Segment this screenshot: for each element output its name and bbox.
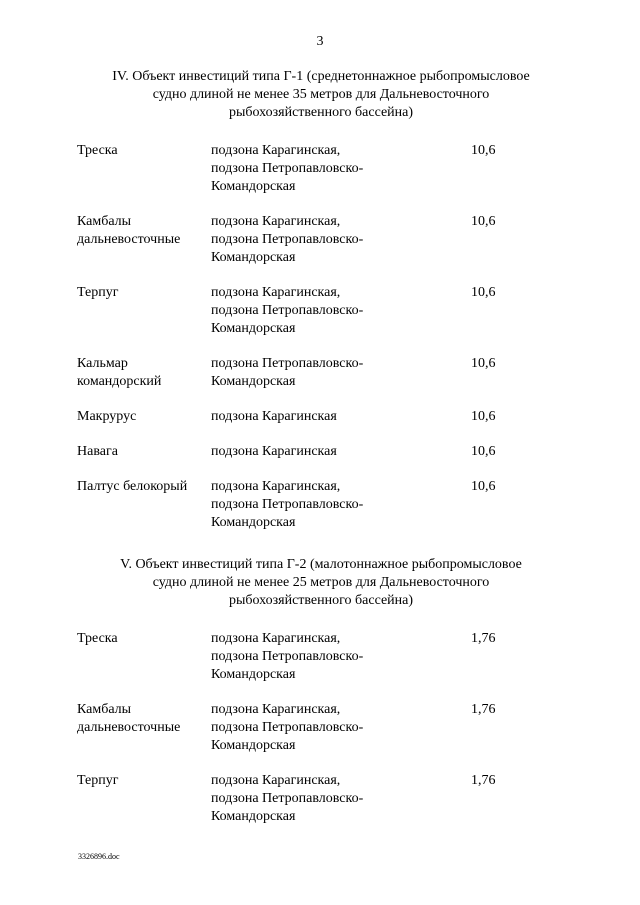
species-line: дальневосточные	[77, 232, 181, 247]
species-line: Навага	[77, 444, 118, 459]
table-row	[77, 772, 567, 826]
table-row	[77, 284, 567, 338]
species-line: дальневосточные	[77, 720, 181, 735]
species-name	[77, 701, 211, 755]
fishing-zone	[211, 630, 471, 684]
species-line: Макрурус	[77, 409, 137, 424]
zone-line: подзона Петропавловско-	[211, 497, 364, 512]
zone-line: подзона Петропавловско-	[211, 161, 364, 176]
species-name	[77, 478, 211, 532]
quota-value: 10,6	[471, 479, 496, 494]
species-name	[77, 630, 211, 684]
zone-line: Командорская	[211, 374, 296, 389]
species-line: Терпуг	[77, 285, 119, 300]
zone-line: Командорская	[211, 667, 296, 682]
fishing-zone	[211, 478, 471, 532]
table-row	[77, 142, 567, 196]
quota-table	[77, 142, 567, 532]
species-name	[77, 408, 211, 426]
fishing-zone	[211, 408, 471, 426]
species-line: Палтус белокорый	[77, 479, 188, 494]
table-row	[77, 355, 567, 391]
zone-line: Командорская	[211, 809, 296, 824]
fishing-zone	[211, 772, 471, 826]
fishing-zone	[211, 355, 471, 391]
quota-table	[77, 630, 567, 826]
table-row	[77, 408, 567, 426]
species-line: Камбалы	[77, 702, 132, 717]
species-name	[77, 213, 211, 267]
zone-line: подзона Карагинская,	[211, 285, 341, 300]
species-name	[77, 772, 211, 826]
zone-line: подзона Петропавловско-	[211, 791, 364, 806]
table-row	[77, 701, 567, 755]
section-title-line: рыбохозяйственного бассейна)	[228, 593, 414, 608]
quota-value: 1,76	[471, 773, 496, 788]
species-name	[77, 284, 211, 338]
fishing-zone	[211, 443, 471, 461]
quota-value: 1,76	[471, 631, 496, 646]
table-row	[77, 478, 567, 532]
zone-line: подзона Петропавловско-	[211, 720, 364, 735]
quota-value: 10,6	[471, 356, 496, 371]
section-title-line: V. Объект инвестиций типа Г-2 (малотоннажное рыбопромысловое	[120, 557, 522, 572]
table-row	[77, 443, 567, 461]
quota-value: 10,6	[471, 285, 496, 300]
species-line: Треска	[77, 631, 118, 646]
species-line: Терпуг	[77, 773, 119, 788]
table-row	[77, 630, 567, 684]
table-row	[77, 213, 567, 267]
section-iv	[77, 68, 567, 549]
zone-line: подзона Петропавловско-	[211, 232, 364, 247]
zone-line: Командорская	[211, 515, 296, 530]
zone-line: Командорская	[211, 321, 296, 336]
zone-line: подзона Петропавловско-	[211, 649, 364, 664]
species-line: Треска	[77, 143, 118, 158]
zone-line: подзона Карагинская,	[211, 143, 341, 158]
species-line: Камбалы	[77, 214, 132, 229]
section-title-line: судно длиной не менее 25 метров для Дальневосточного	[152, 575, 490, 590]
document-filename: 3326896.doc	[78, 852, 120, 861]
zone-line: подзона Карагинская,	[211, 773, 341, 788]
zone-line: Командорская	[211, 179, 296, 194]
zone-line: подзона Петропавловско-	[211, 356, 364, 371]
quota-value: 10,6	[471, 444, 496, 459]
species-line: Кальмар	[77, 356, 128, 371]
zone-line: подзона Карагинская,	[211, 214, 341, 229]
section-title-line: рыбохозяйственного бассейна)	[228, 105, 414, 120]
fishing-zone	[211, 142, 471, 196]
fishing-zone	[211, 701, 471, 755]
section-v	[77, 556, 567, 843]
section-title	[71, 556, 571, 610]
zone-line: подзона Петропавловско-	[211, 303, 364, 318]
section-title-line: IV. Объект инвестиций типа Г-1 (среднетоннажное рыбопромысловое	[112, 69, 530, 84]
zone-line: Командорская	[211, 738, 296, 753]
zone-line: подзона Карагинская,	[211, 631, 341, 646]
zone-line: подзона Карагинская,	[211, 479, 341, 494]
zone-line: подзона Карагинская	[211, 444, 337, 459]
section-title-line: судно длиной не менее 35 метров для Дальневосточного	[152, 87, 490, 102]
zone-line: подзона Карагинская,	[211, 702, 341, 717]
quota-value: 10,6	[471, 143, 496, 158]
species-name	[77, 142, 211, 196]
section-title	[71, 68, 571, 122]
fishing-zone	[211, 284, 471, 338]
fishing-zone	[211, 213, 471, 267]
species-name	[77, 443, 211, 461]
zone-line: подзона Карагинская	[211, 409, 337, 424]
quota-value: 1,76	[471, 702, 496, 717]
page-number: 3	[316, 34, 324, 49]
zone-line: Командорская	[211, 250, 296, 265]
quota-value: 10,6	[471, 214, 496, 229]
species-line: командорский	[77, 374, 162, 389]
quota-value: 10,6	[471, 409, 496, 424]
species-name	[77, 355, 211, 391]
